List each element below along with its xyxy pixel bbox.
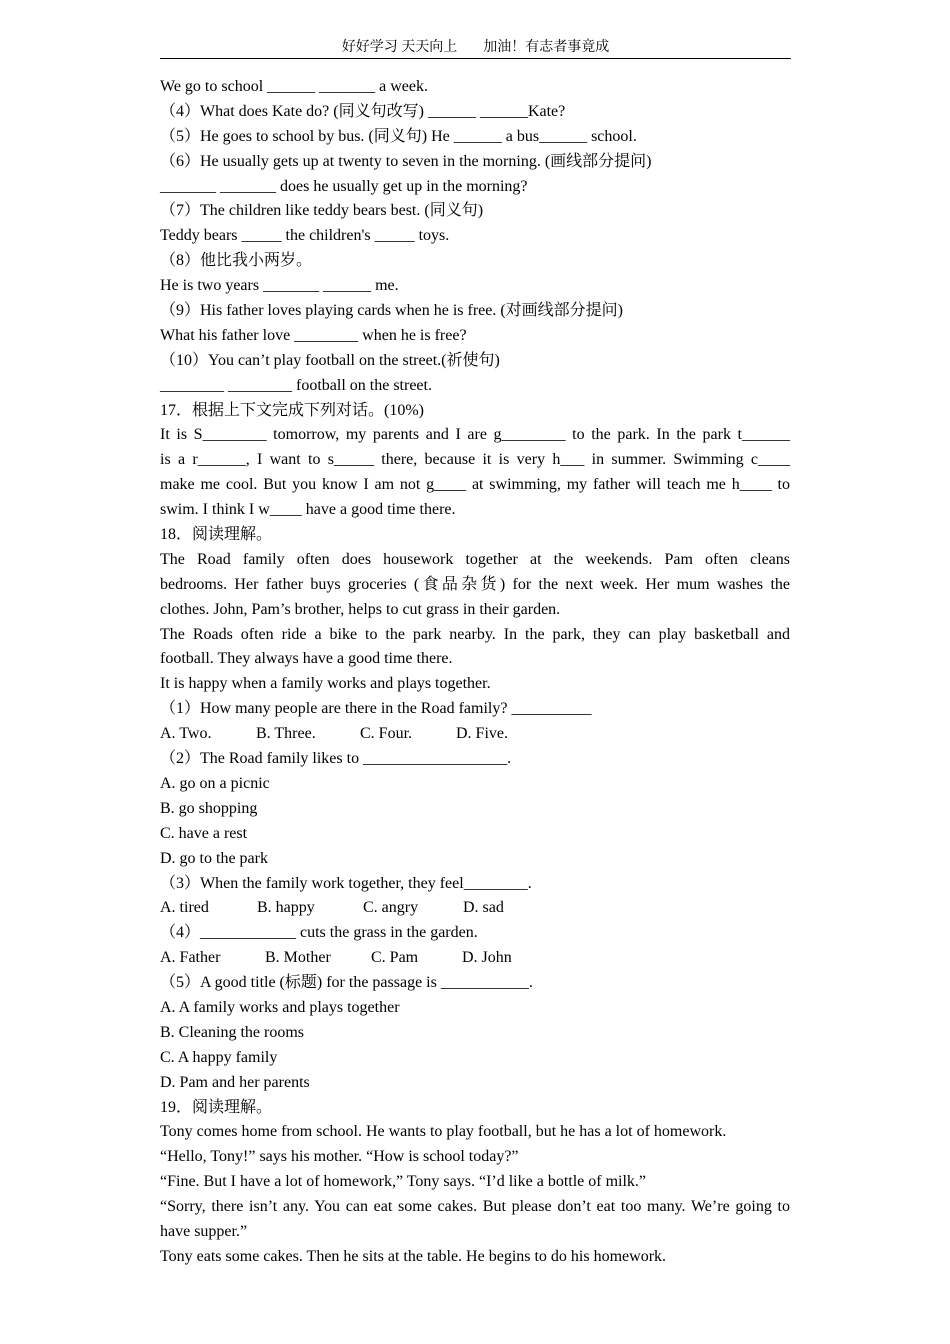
- q18-q1-options: [160, 722, 790, 747]
- q16-8-answer-line: He is two years _______ ______ me.: [160, 277, 399, 295]
- q18-question-4: （4）____________ cuts the grass in the garden.: [160, 924, 478, 942]
- option: B. Three.: [256, 725, 316, 743]
- option: D. Five.: [456, 725, 508, 743]
- option: D. Pam and her parents: [160, 1073, 310, 1091]
- q16-10-answer-line: ________ ________ football on the street.: [160, 376, 432, 394]
- q19-title: 19．阅读理解。: [160, 1098, 273, 1116]
- q16-9: （9）His father loves playing cards when he is free. (对画线部分提问): [160, 302, 624, 320]
- header-motto-right: 加油！有志者事竟成: [483, 40, 610, 55]
- q17-passage-line: It is S________ tomorrow, my parents and I are g________ to the park. In the park t______: [160, 426, 790, 444]
- option: A. Father: [160, 949, 221, 967]
- option: B. Cleaning the rooms: [160, 1023, 304, 1041]
- q18-question-5: （5）A good title (标题) for the passage is ___________.: [160, 974, 533, 992]
- q18-title: 18．阅读理解。: [160, 526, 273, 544]
- q16-4: （4）What does Kate do? (同义句改写) ______ ______Kate?: [160, 102, 566, 120]
- option: C. A happy family: [160, 1048, 278, 1066]
- q18-passage-line: It is happy when a family works and plays together.: [160, 675, 491, 693]
- q19-passage-line: Tony eats some cakes. Then he sits at the table. He begins to do his homework.: [160, 1247, 667, 1265]
- page-header: [160, 38, 791, 59]
- option: B. happy: [257, 899, 315, 917]
- q18-q3-options: [160, 896, 790, 921]
- q19-passage-line: Tony comes home from school. He wants to play football, but he has a lot of homework.: [160, 1123, 727, 1141]
- option: A. A family works and plays together: [160, 998, 400, 1016]
- q16-10: （10）You can’t play football on the street.(祈使句): [160, 351, 500, 369]
- q16-6: （6）He usually gets up at twenty to seven in the morning. (画线部分提问): [160, 152, 652, 170]
- q16-6-answer-line: _______ _______ does he usually get up in the morning?: [160, 177, 528, 195]
- q16-9-answer-line: What his father love ________ when he is free?: [160, 326, 467, 344]
- option: A. Two.: [160, 725, 212, 743]
- q18-passage-line: clothes. John, Pam’s brother, helps to cut grass in their garden.: [160, 600, 561, 618]
- q19-passage-line: “Fine. But I have a lot of homework,” Tony says. “I’d like a bottle of milk.”: [160, 1173, 647, 1191]
- option: B. Mother: [265, 949, 331, 967]
- q17-passage-line: swim. I think I w____ have a good time there.: [160, 501, 456, 519]
- q17-title: 17．根据上下文完成下列对话。(10%): [160, 401, 424, 419]
- q16-7-answer-line: Teddy bears _____ the children's _____ toys.: [160, 227, 450, 245]
- q16-5: （5）He goes to school by bus. (同义句) He ______ a bus______ school.: [160, 127, 637, 145]
- q19-passage-line: “Hello, Tony!” says his mother. “How is school today?”: [160, 1148, 519, 1166]
- q17-passage-line: make me cool. But you know I am not g____ at swimming, my father will teach me h____ to: [160, 476, 790, 494]
- q18-question-1: （1）How many people are there in the Road family? __________: [160, 700, 592, 718]
- header-motto-left: 好好学习 天天向上: [341, 40, 458, 55]
- q18-passage-line: football. They always have a good time there.: [160, 650, 453, 668]
- q18-passage-line: The Roads often ride a bike to the park nearby. In the park, they can play basketball and: [160, 625, 790, 643]
- option: C. have a rest: [160, 824, 248, 842]
- q18-passage-line: The Road family often does housework together at the weekends. Pam often cleans: [160, 550, 790, 568]
- option: D. John: [462, 949, 512, 967]
- document-body: [160, 75, 790, 1270]
- option: C. Pam: [371, 949, 419, 967]
- q16-7: （7）The children like teddy bears best. (同义句): [160, 202, 484, 220]
- option: A. go on a picnic: [160, 774, 270, 792]
- option: D. sad: [463, 899, 504, 917]
- q16-3-answer-line: We go to school ______ _______ a week.: [160, 78, 428, 95]
- option: C. Four.: [360, 725, 413, 743]
- q18-question-2: （2）The Road family likes to __________________.: [160, 750, 512, 768]
- q17-passage-line: is a r______, I want to s_____ there, because it is very h___ in summer. Swimming c____: [160, 451, 790, 469]
- q19-passage-line: have supper.”: [160, 1222, 248, 1240]
- q18-q4-options: [160, 946, 790, 971]
- option: D. go to the park: [160, 849, 268, 867]
- option: B. go shopping: [160, 799, 258, 817]
- q19-passage-line: “Sorry, there isn’t any. You can eat some cakes. But please don’t eat too many. We’re going to: [160, 1198, 790, 1216]
- q18-question-3: （3）When the family work together, they feel________.: [160, 874, 532, 892]
- option: C. angry: [363, 899, 419, 917]
- q18-passage-line: bedrooms. Her father buys groceries (食品杂货) for the next week. Her mum washes the: [160, 575, 790, 593]
- option: A. tired: [160, 899, 209, 917]
- q16-8: （8）他比我小两岁。: [160, 252, 313, 270]
